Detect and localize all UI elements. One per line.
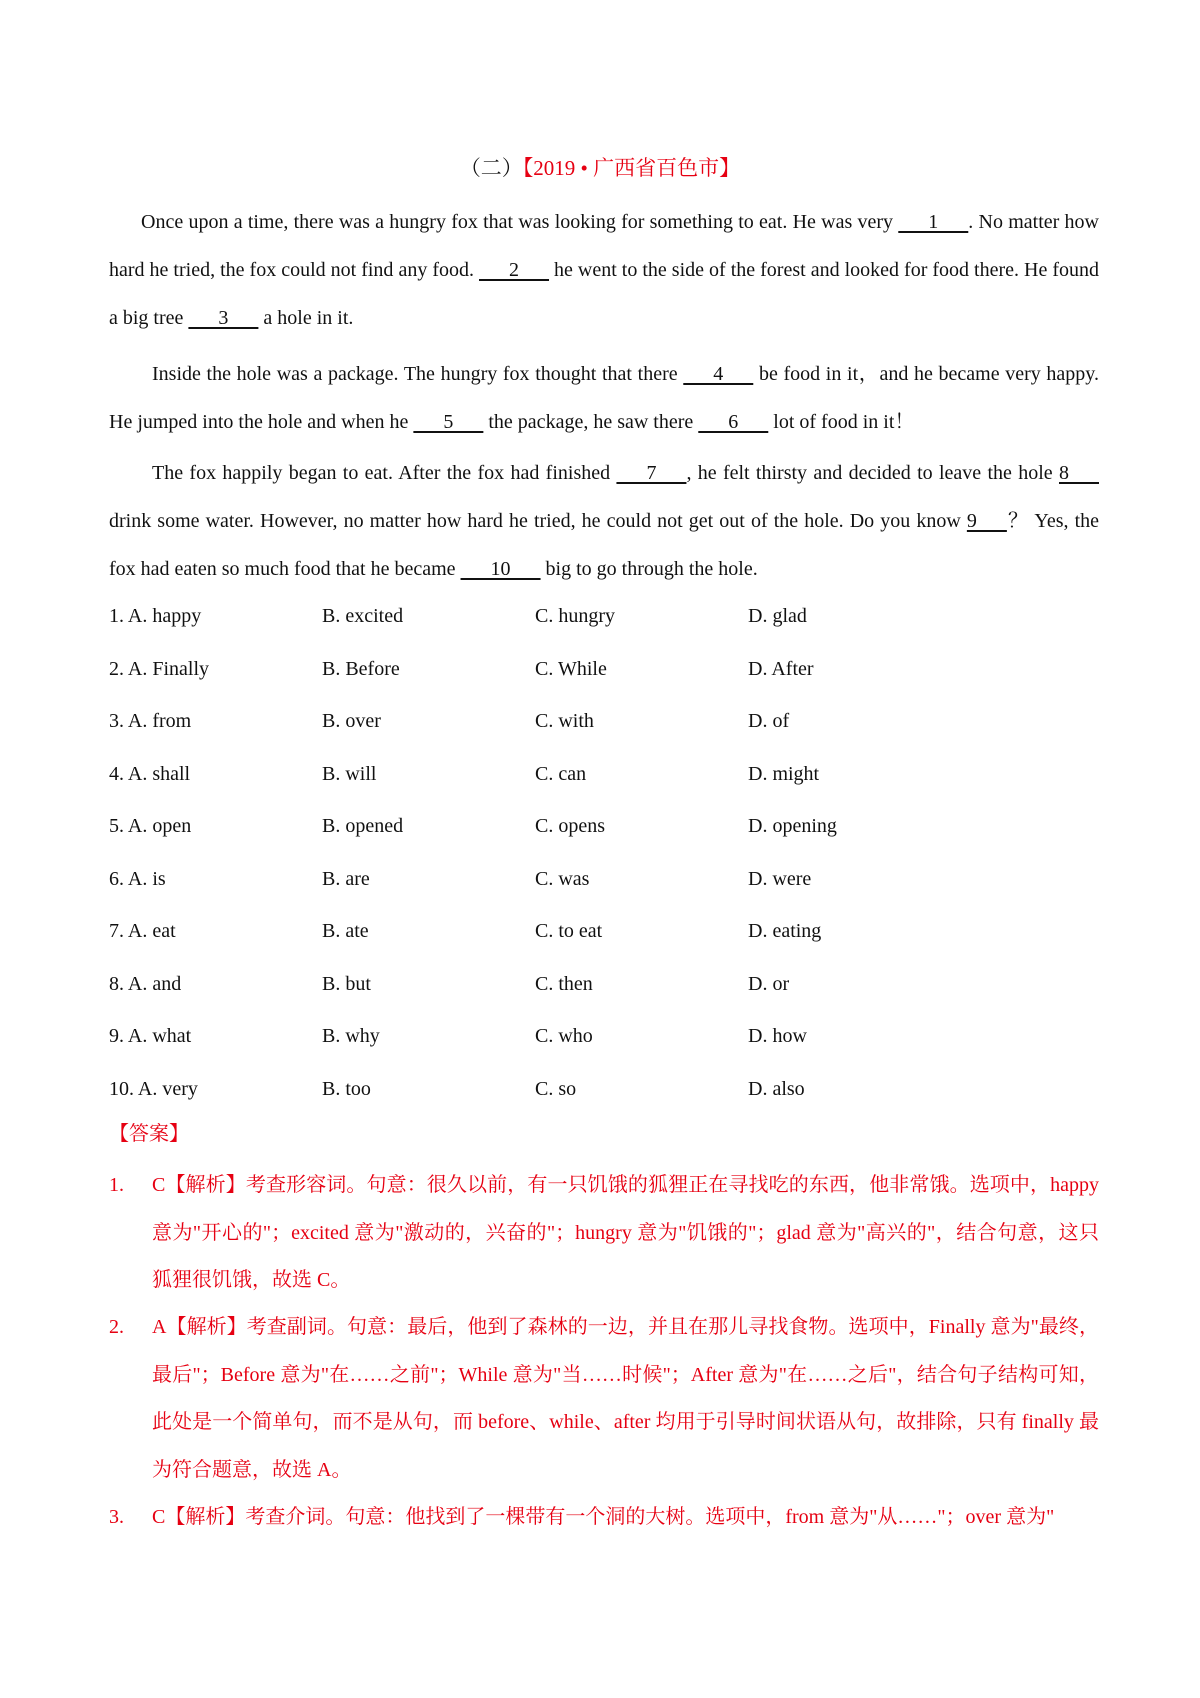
blank-3: 3 xyxy=(188,307,259,329)
explanation-2 xyxy=(109,1304,1099,1494)
explanation-number: 3. xyxy=(109,1506,124,1528)
explanation-text: A【解析】考查副词。句意：最后，他到了森林的一边，并且在那儿寻找食物。选项中，Finally 意为"最终，最后"；Before 意为"在……之前"；While 意为"当……时候"；After 意为"在……之后"，结合句子结构可知，此处是一个简单句，而不是从句，而 before、while、after 均用于引导时间状语从句，故排除，只有 finally 最为符合题意，故选 A。 xyxy=(152,1316,1099,1481)
option-row-10: 10. A. very B. too C. so D. also xyxy=(109,1077,805,1100)
blank-5: 5 xyxy=(413,411,484,433)
explanation-number: 2. xyxy=(109,1316,124,1338)
blank-2: 2 xyxy=(479,259,550,281)
section-title xyxy=(0,154,1200,182)
explanation-3 xyxy=(109,1494,1099,1542)
passage-paragraph-3: The fox happily began to eat. After the fox had finished 7 , he felt thirsty and decided to leave the hole 8 drink some water. However, no matter how hard he tried, he could not get out of the hole. Do you know 9 ？ Yes, the fox had eaten so much food that he became 10 big to go through the hole. xyxy=(109,449,1099,593)
option-row-3: 3. A. from B. over C. with D. of xyxy=(109,710,790,732)
blank-1: 1 xyxy=(898,211,969,233)
source-label: 【2019 • 广西省百色市】 xyxy=(522,156,741,180)
explanation-1 xyxy=(109,1162,1099,1305)
options-list xyxy=(109,596,1099,1121)
option-row-1: 1. A. happy B. excited C. hungry D. glad xyxy=(109,605,807,627)
blank-7: 7 xyxy=(616,462,687,484)
blank-8: 8 xyxy=(1059,462,1099,484)
option-row-8: 8. A. and B. but C. then D. or xyxy=(109,972,790,995)
explanation-text: C【解析】考查介词。句意：他找到了一棵带有一个洞的大树。选项中，from 意为"从……"；over 意为" xyxy=(152,1506,1055,1528)
option-row-6: 6. A. is B. are C. was D. were xyxy=(109,867,812,890)
passage-paragraph-2: Inside the hole was a package. The hungry fox thought that there 4 be food in it，and he became very happy. He jumped into the hole and when he 5 the package, he saw there 6 lot of food in it！ xyxy=(109,350,1099,446)
explanation-text: C【解析】考查形容词。句意：很久以前，有一只饥饿的狐狸正在寻找吃的东西，他非常饿。选项中，happy 意为"开心的"；excited 意为"激动的，兴奋的"；hungry 意为"饥饿的"；glad 意为"高兴的"，结合句意，这只狐狸很饥饿，故选 C。 xyxy=(152,1174,1099,1291)
answer-heading: 【答案】 xyxy=(109,1123,189,1145)
blank-4: 4 xyxy=(683,363,754,385)
option-row-9: 9. A. what B. why C. who D. how xyxy=(109,1025,807,1047)
option-row-5: 5. A. open B. opened C. opens D. opening xyxy=(109,815,837,837)
blank-10: 10 xyxy=(460,558,541,580)
section-number: （二） xyxy=(459,156,523,180)
blank-6: 6 xyxy=(698,411,769,433)
option-row-7: 7. A. eat B. ate C. to eat D. eating xyxy=(109,920,822,942)
option-row-2: 2. A. Finally B. Before C. While D. After xyxy=(109,657,814,680)
passage-paragraph-1: Once upon a time, there was a hungry fox that was looking for something to eat. He was very 1 . No matter how hard he tried, the fox could not find any food. 2 he went to the side of the forest and looked for food there. He found a big tree 3 a hole in it. xyxy=(109,198,1099,342)
option-row-4: 4. A. shall B. will C. can D. might xyxy=(109,762,820,785)
explanation-number: 1. xyxy=(109,1174,124,1196)
blank-9: 9 xyxy=(966,510,1007,532)
